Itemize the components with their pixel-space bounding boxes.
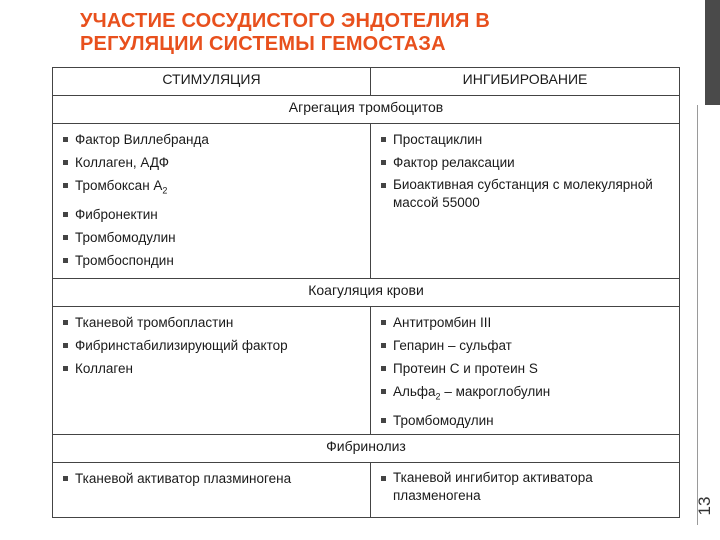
section-title-fibrinolysis: Фибринолиз: [53, 434, 680, 462]
inhibition-cell: [371, 462, 680, 517]
side-accent-block: [705, 0, 720, 105]
list-item: Коллаген, АДФ: [63, 151, 364, 174]
stimulation-cell: [53, 462, 371, 517]
list-item: Биоактивная субстанция с молекулярной массой 55000: [381, 174, 673, 214]
slide-title-line-1: УЧАСТИЕ СОСУДИСТОГО ЭНДОТЕЛИЯ В: [80, 10, 491, 32]
stimulation-list: [59, 124, 364, 274]
list-item: Тромбомодулин: [381, 409, 673, 432]
list-item: Тканевой тромбопластин: [63, 311, 364, 334]
section-title-coagulation: Коагуляция крови: [53, 279, 680, 307]
inhibition-cell: [371, 307, 680, 435]
slide-title: [80, 10, 640, 56]
page-number: 13: [695, 496, 714, 516]
list-item: Тканевой активатор плазминогена: [63, 467, 364, 490]
list-item: Тромбоспондин: [63, 249, 364, 272]
list-item: Тромбоксан $A_2$: [63, 174, 364, 203]
header-stimulation: СТИМУЛЯЦИЯ: [53, 68, 371, 96]
inhibition-list: [377, 307, 673, 434]
inhibition-list: [377, 463, 673, 509]
header-row: [53, 68, 680, 96]
stimulation-cell: [53, 124, 371, 279]
section-row: [53, 279, 680, 307]
list-item: Фактор Виллебранда: [63, 128, 364, 151]
list-item: Простациклин: [381, 128, 673, 151]
side-divider-line: [697, 105, 698, 525]
content-row: [53, 307, 680, 435]
section-row: [53, 434, 680, 462]
stimulation-list: [59, 463, 364, 492]
slide-title-line-2: РЕГУЛЯЦИИ СИСТЕМЫ ГЕМОСТАЗА: [80, 33, 446, 55]
list-item: Гепарин – сульфат: [381, 334, 673, 357]
inhibition-cell: [371, 124, 680, 279]
stimulation-list: [59, 307, 364, 382]
stimulation-cell: [53, 307, 371, 435]
list-item: Фактор релаксации: [381, 151, 673, 174]
list-item: Коллаген: [63, 357, 364, 380]
list-item: Фибронектин: [63, 203, 364, 226]
inhibition-list: [377, 124, 673, 216]
section-title-aggregation: Агрегация тромбоцитов: [53, 96, 680, 124]
section-row: [53, 96, 680, 124]
list-item: Фибринстабилизирующий фактор: [63, 334, 364, 357]
list-item: Антитромбин III: [381, 311, 673, 334]
list-item: Тромбомодулин: [63, 226, 364, 249]
list-item: Альфа$_2$ – макроглобулин: [381, 380, 673, 409]
list-item: Протеин С и протеин S: [381, 357, 673, 380]
header-inhibition: ИНГИБИРОВАНИЕ: [371, 68, 680, 96]
list-item: Тканевой ингибитор активатора плазменогена: [381, 467, 673, 507]
hemostasis-table: [52, 67, 680, 518]
content-row: [53, 124, 680, 279]
content-row: [53, 462, 680, 517]
